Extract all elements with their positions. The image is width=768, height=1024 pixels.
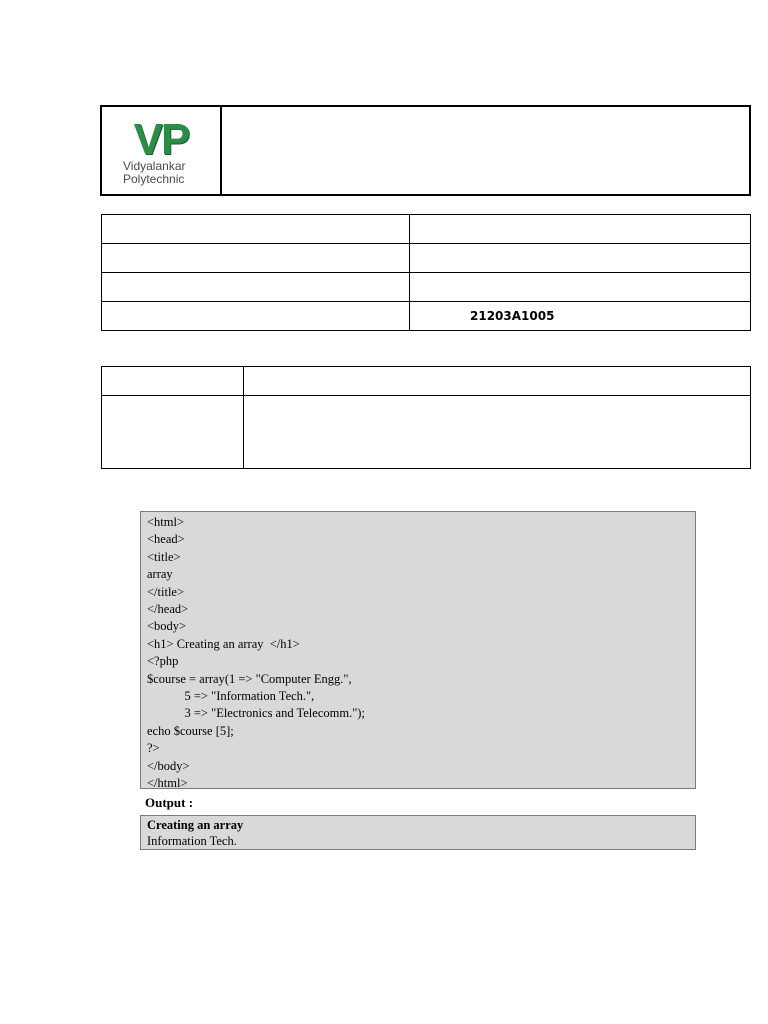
header-table (100, 105, 751, 196)
task-value-cell (244, 396, 751, 469)
output-label: Output : (145, 795, 194, 810)
task-table (101, 366, 751, 469)
info-label-cell (102, 302, 410, 331)
info-label-cell (102, 215, 410, 244)
output-block (140, 815, 696, 850)
code-line: array (147, 567, 173, 582)
code-line: echo $course [5]; (147, 723, 234, 738)
code-line: $course = array(1 => "Computer Engg.", (147, 671, 352, 686)
task-label-cell (102, 396, 244, 469)
roll-number-cell: 21203A1005 (410, 302, 751, 331)
table-row (102, 244, 751, 273)
task-value-cell (244, 367, 751, 396)
info-value-cell (410, 273, 751, 302)
info-value-cell (410, 244, 751, 273)
info-label-cell (102, 244, 410, 273)
table-row (102, 215, 751, 244)
output-text: Information Tech. (147, 834, 237, 848)
title-cell (222, 107, 749, 194)
code-line: <h1> Creating an array </h1> (147, 636, 300, 651)
code-line: <title> (147, 549, 181, 564)
code-line: </title> (147, 584, 185, 599)
logo-mark: VP (133, 114, 189, 164)
logo-line-1: Vidyalankar (123, 158, 186, 173)
code-line: 5 => "Information Tech.", (147, 689, 315, 704)
code-line: <head> (147, 532, 185, 547)
code-line: <body> (147, 619, 187, 634)
code-line: </html> (147, 776, 188, 791)
code-line: </body> (147, 758, 190, 773)
output-heading: Creating an array (147, 818, 244, 832)
code-line: <?php (147, 654, 179, 669)
table-row (102, 367, 751, 396)
code-line: ?> (147, 741, 160, 756)
table-row (102, 302, 751, 331)
code-line: <html> (147, 515, 185, 529)
info-label-cell (102, 273, 410, 302)
table-row (102, 273, 751, 302)
task-label-cell (102, 367, 244, 396)
logo (102, 107, 222, 194)
student-info-table (101, 214, 751, 331)
logo-line-2: Polytechnic (123, 171, 185, 186)
table-row (102, 396, 751, 469)
code-block (140, 511, 696, 789)
info-value-cell (410, 215, 751, 244)
code-line: 3 => "Electronics and Telecomm."); (147, 706, 365, 721)
code-line: </head> (147, 602, 189, 617)
